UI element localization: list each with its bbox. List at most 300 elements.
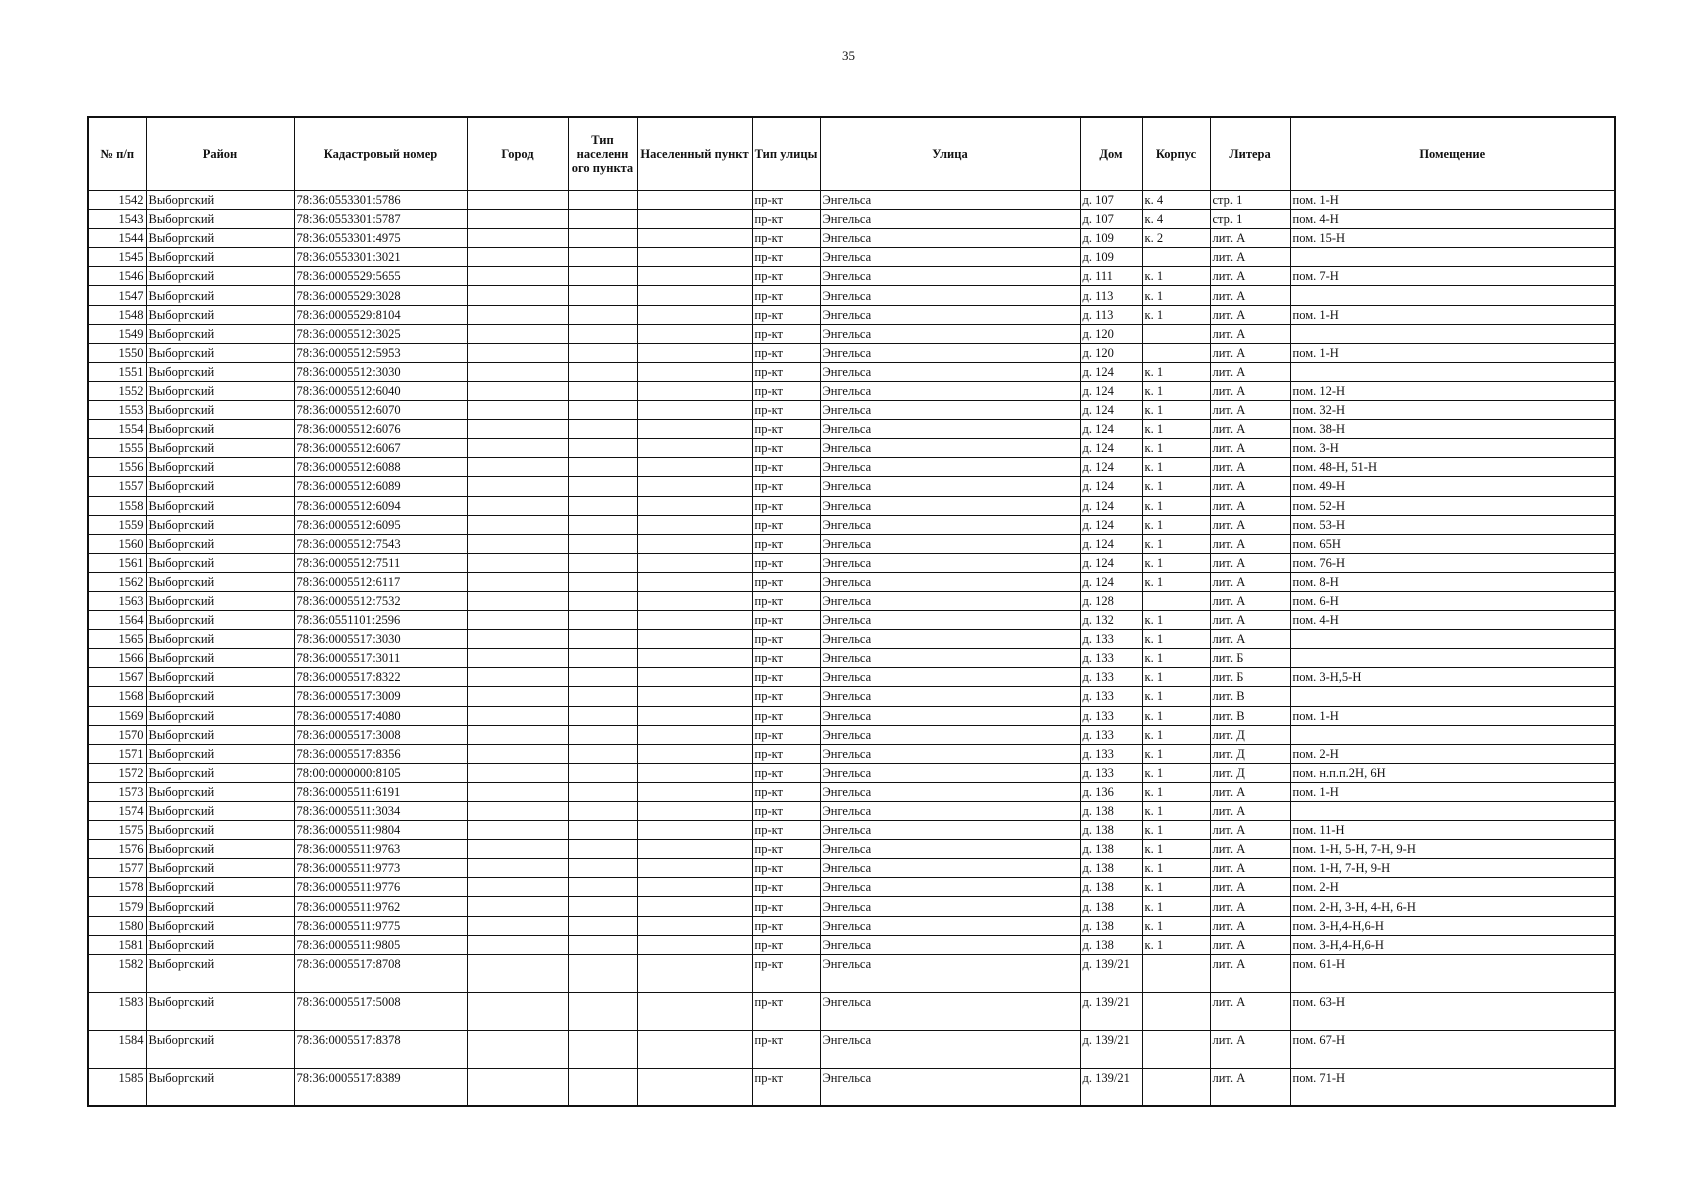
cell-letter: лит. А (1210, 381, 1290, 400)
registry-table (87, 116, 1616, 1107)
cell-street-type: пр-кт (752, 802, 820, 821)
cell-cadastral-number: 78:36:0005517:8389 (294, 1068, 467, 1106)
cell-premises: пом. 4-Н (1290, 210, 1615, 229)
cell-street: Энгельса (820, 630, 1080, 649)
cell-premises: пом. 3-Н,5-Н (1290, 668, 1615, 687)
cell-settlement (637, 229, 752, 248)
cell-building: к. 1 (1142, 916, 1210, 935)
cell-premises: пом. 1-Н (1290, 782, 1615, 801)
cell-street: Энгельса (820, 1068, 1080, 1106)
cell-house: д. 124 (1080, 362, 1142, 381)
cell-number: 1550 (88, 343, 146, 362)
cell-street: Энгельса (820, 802, 1080, 821)
column-header-settlement-type: Тип населенн ого пункта (568, 117, 637, 191)
cell-settlement-type (568, 439, 637, 458)
cell-settlement-type (568, 821, 637, 840)
cell-settlement-type (568, 572, 637, 591)
cell-cadastral-number: 78:36:0005512:7511 (294, 553, 467, 572)
cell-settlement (637, 324, 752, 343)
cell-building: к. 1 (1142, 553, 1210, 572)
cell-cadastral-number: 78:36:0005517:3008 (294, 725, 467, 744)
cell-district: Выборгский (146, 706, 294, 725)
cell-city (467, 362, 568, 381)
cell-settlement-type (568, 553, 637, 572)
cell-city (467, 458, 568, 477)
cell-letter: лит. А (1210, 305, 1290, 324)
cell-settlement (637, 420, 752, 439)
cell-settlement-type (568, 630, 637, 649)
cell-letter: лит. А (1210, 630, 1290, 649)
cell-settlement (637, 305, 752, 324)
cell-city (467, 954, 568, 992)
cell-street: Энгельса (820, 668, 1080, 687)
cell-settlement (637, 210, 752, 229)
cell-house: д. 124 (1080, 496, 1142, 515)
cell-city (467, 534, 568, 553)
table-row (88, 477, 1615, 496)
cell-street: Энгельса (820, 744, 1080, 763)
cell-city (467, 992, 568, 1030)
cell-settlement (637, 267, 752, 286)
cell-house: д. 128 (1080, 591, 1142, 610)
cell-house: д. 138 (1080, 859, 1142, 878)
cell-city (467, 591, 568, 610)
cell-cadastral-number: 78:36:0005512:6117 (294, 572, 467, 591)
cell-settlement-type (568, 191, 637, 210)
cell-district: Выборгский (146, 267, 294, 286)
cell-house: д. 133 (1080, 630, 1142, 649)
cell-district: Выборгский (146, 515, 294, 534)
cell-number: 1581 (88, 935, 146, 954)
table-row (88, 840, 1615, 859)
cell-settlement (637, 802, 752, 821)
cell-house: д. 124 (1080, 401, 1142, 420)
cell-street: Энгельса (820, 782, 1080, 801)
cell-settlement-type (568, 763, 637, 782)
cell-letter: лит. А (1210, 553, 1290, 572)
cell-cadastral-number: 78:36:0005512:6089 (294, 477, 467, 496)
cell-street: Энгельса (820, 381, 1080, 400)
cell-district: Выборгский (146, 1068, 294, 1106)
cell-city (467, 496, 568, 515)
cell-settlement (637, 782, 752, 801)
cell-city (467, 248, 568, 267)
cell-district: Выборгский (146, 802, 294, 821)
cell-letter: лит. А (1210, 954, 1290, 992)
cell-building: к. 1 (1142, 649, 1210, 668)
cell-city (467, 210, 568, 229)
cell-settlement-type (568, 725, 637, 744)
cell-letter: лит. А (1210, 1030, 1290, 1068)
cell-settlement (637, 439, 752, 458)
cell-street-type: пр-кт (752, 725, 820, 744)
cell-house: д. 107 (1080, 191, 1142, 210)
cell-house: д. 133 (1080, 687, 1142, 706)
cell-number: 1563 (88, 591, 146, 610)
cell-letter: лит. Д (1210, 725, 1290, 744)
cell-street-type: пр-кт (752, 706, 820, 725)
cell-street: Энгельса (820, 878, 1080, 897)
cell-number: 1567 (88, 668, 146, 687)
cell-premises: пом. 11-Н (1290, 821, 1615, 840)
cell-letter: лит. А (1210, 821, 1290, 840)
cell-house: д. 120 (1080, 343, 1142, 362)
cell-street: Энгельса (820, 992, 1080, 1030)
cell-cadastral-number: 78:36:0005517:8708 (294, 954, 467, 992)
table-row (88, 763, 1615, 782)
cell-district: Выборгский (146, 763, 294, 782)
cell-city (467, 916, 568, 935)
cell-cadastral-number: 78:36:0005511:9762 (294, 897, 467, 916)
cell-city (467, 649, 568, 668)
cell-cadastral-number: 78:36:0005529:5655 (294, 267, 467, 286)
cell-number: 1579 (88, 897, 146, 916)
cell-city (467, 668, 568, 687)
cell-city (467, 687, 568, 706)
table-row (88, 630, 1615, 649)
cell-house: д. 124 (1080, 381, 1142, 400)
cell-house: д. 124 (1080, 420, 1142, 439)
cell-building: к. 1 (1142, 763, 1210, 782)
table-row (88, 324, 1615, 343)
table-row (88, 496, 1615, 515)
cell-street-type: пр-кт (752, 591, 820, 610)
cell-city (467, 611, 568, 630)
cell-district: Выборгский (146, 725, 294, 744)
cell-cadastral-number: 78:36:0005512:3025 (294, 324, 467, 343)
cell-settlement-type (568, 744, 637, 763)
cell-number: 1545 (88, 248, 146, 267)
cell-number: 1562 (88, 572, 146, 591)
cell-premises: пом. 1-Н, 5-Н, 7-Н, 9-Н (1290, 840, 1615, 859)
cell-street: Энгельса (820, 210, 1080, 229)
cell-number: 1584 (88, 1030, 146, 1068)
table-row (88, 515, 1615, 534)
cell-settlement-type (568, 782, 637, 801)
cell-premises: пом. 1-Н (1290, 305, 1615, 324)
cell-street-type: пр-кт (752, 897, 820, 916)
cell-building: к. 1 (1142, 401, 1210, 420)
cell-number: 1585 (88, 1068, 146, 1106)
table-row (88, 591, 1615, 610)
cell-district: Выборгский (146, 687, 294, 706)
cell-cadastral-number: 78:36:0005511:6191 (294, 782, 467, 801)
cell-premises: пом. 1-Н (1290, 343, 1615, 362)
cell-house: д. 133 (1080, 725, 1142, 744)
cell-street-type: пр-кт (752, 477, 820, 496)
cell-letter: лит. А (1210, 611, 1290, 630)
cell-premises: пом. 49-Н (1290, 477, 1615, 496)
cell-settlement-type (568, 1030, 637, 1068)
cell-letter: лит. А (1210, 572, 1290, 591)
cell-settlement-type (568, 362, 637, 381)
cell-house: д. 138 (1080, 935, 1142, 954)
cell-house: д. 124 (1080, 477, 1142, 496)
cell-cadastral-number: 78:36:0551101:2596 (294, 611, 467, 630)
table-row (88, 381, 1615, 400)
cell-premises: пом. 1-Н (1290, 191, 1615, 210)
cell-street-type: пр-кт (752, 229, 820, 248)
cell-letter: лит. А (1210, 286, 1290, 305)
cell-settlement (637, 515, 752, 534)
cell-street: Энгельса (820, 840, 1080, 859)
cell-premises: пом. 1-Н (1290, 706, 1615, 725)
table-row (88, 439, 1615, 458)
cell-premises: пом. 32-Н (1290, 401, 1615, 420)
cell-street-type: пр-кт (752, 248, 820, 267)
cell-street: Энгельса (820, 649, 1080, 668)
cell-premises: пом. 67-Н (1290, 1030, 1615, 1068)
cell-building: к. 4 (1142, 191, 1210, 210)
cell-settlement (637, 591, 752, 610)
cell-house: д. 138 (1080, 916, 1142, 935)
table-row (88, 210, 1615, 229)
table-row (88, 286, 1615, 305)
cell-district: Выборгский (146, 248, 294, 267)
cell-number: 1583 (88, 992, 146, 1030)
cell-district: Выборгский (146, 859, 294, 878)
cell-number: 1577 (88, 859, 146, 878)
cell-building: к. 1 (1142, 496, 1210, 515)
cell-street: Энгельса (820, 420, 1080, 439)
cell-building: к. 1 (1142, 706, 1210, 725)
cell-district: Выборгский (146, 381, 294, 400)
cell-building: к. 1 (1142, 725, 1210, 744)
cell-district: Выборгский (146, 591, 294, 610)
cell-street-type: пр-кт (752, 191, 820, 210)
cell-street: Энгельса (820, 343, 1080, 362)
column-header-street-type: Тип улицы (752, 117, 820, 191)
cell-settlement (637, 992, 752, 1030)
cell-street-type: пр-кт (752, 420, 820, 439)
cell-building: к. 1 (1142, 687, 1210, 706)
cell-settlement-type (568, 954, 637, 992)
cell-number: 1575 (88, 821, 146, 840)
cell-premises: пом. 15-Н (1290, 229, 1615, 248)
cell-number: 1549 (88, 324, 146, 343)
cell-district: Выборгский (146, 477, 294, 496)
cell-street-type: пр-кт (752, 439, 820, 458)
cell-settlement-type (568, 381, 637, 400)
table-row (88, 706, 1615, 725)
table-row (88, 687, 1615, 706)
cell-house: д. 133 (1080, 706, 1142, 725)
cell-house: д. 133 (1080, 744, 1142, 763)
table-row (88, 782, 1615, 801)
cell-letter: лит. А (1210, 1068, 1290, 1106)
cell-cadastral-number: 78:36:0005512:5953 (294, 343, 467, 362)
cell-number: 1574 (88, 802, 146, 821)
cell-settlement-type (568, 591, 637, 610)
cell-letter: лит. А (1210, 591, 1290, 610)
cell-settlement (637, 725, 752, 744)
cell-cadastral-number: 78:36:0005512:7532 (294, 591, 467, 610)
table-row (88, 305, 1615, 324)
cell-street-type: пр-кт (752, 744, 820, 763)
cell-city (467, 725, 568, 744)
cell-house: д. 138 (1080, 802, 1142, 821)
cell-number: 1558 (88, 496, 146, 515)
cell-premises (1290, 286, 1615, 305)
cell-settlement-type (568, 897, 637, 916)
cell-settlement-type (568, 802, 637, 821)
cell-settlement (637, 496, 752, 515)
cell-city (467, 782, 568, 801)
cell-settlement (637, 840, 752, 859)
cell-district: Выборгский (146, 191, 294, 210)
cell-settlement-type (568, 477, 637, 496)
cell-house: д. 109 (1080, 248, 1142, 267)
cell-building (1142, 591, 1210, 610)
cell-settlement (637, 477, 752, 496)
cell-settlement (637, 916, 752, 935)
cell-premises: пом. 48-Н, 51-Н (1290, 458, 1615, 477)
cell-district: Выборгский (146, 343, 294, 362)
cell-premises: пом. 8-Н (1290, 572, 1615, 591)
cell-district: Выборгский (146, 439, 294, 458)
cell-premises: пом. 6-Н (1290, 591, 1615, 610)
cell-street-type: пр-кт (752, 954, 820, 992)
cell-cadastral-number: 78:36:0005529:8104 (294, 305, 467, 324)
cell-building (1142, 1030, 1210, 1068)
table-row (88, 229, 1615, 248)
cell-cadastral-number: 78:36:0005517:3011 (294, 649, 467, 668)
cell-letter: стр. 1 (1210, 191, 1290, 210)
cell-street: Энгельса (820, 553, 1080, 572)
cell-city (467, 229, 568, 248)
cell-premises (1290, 324, 1615, 343)
cell-street: Энгельса (820, 935, 1080, 954)
cell-district: Выборгский (146, 992, 294, 1030)
cell-settlement (637, 1030, 752, 1068)
cell-premises: пом. 2-Н, 3-Н, 4-Н, 6-Н (1290, 897, 1615, 916)
cell-cadastral-number: 78:36:0553301:5787 (294, 210, 467, 229)
cell-settlement-type (568, 916, 637, 935)
cell-settlement (637, 706, 752, 725)
cell-cadastral-number: 78:36:0553301:3021 (294, 248, 467, 267)
cell-letter: лит. А (1210, 458, 1290, 477)
cell-building (1142, 954, 1210, 992)
cell-house: д. 138 (1080, 897, 1142, 916)
cell-building: к. 1 (1142, 802, 1210, 821)
cell-street: Энгельса (820, 534, 1080, 553)
cell-letter: лит. А (1210, 439, 1290, 458)
cell-street: Энгельса (820, 706, 1080, 725)
cell-settlement (637, 362, 752, 381)
cell-cadastral-number: 78:36:0005511:9804 (294, 821, 467, 840)
cell-house: д. 124 (1080, 458, 1142, 477)
cell-settlement (637, 954, 752, 992)
table-row (88, 859, 1615, 878)
cell-number: 1542 (88, 191, 146, 210)
cell-premises: пом. 7-Н (1290, 267, 1615, 286)
cell-house: д. 124 (1080, 572, 1142, 591)
cell-building: к. 1 (1142, 630, 1210, 649)
cell-settlement-type (568, 935, 637, 954)
cell-district: Выборгский (146, 668, 294, 687)
cell-street: Энгельса (820, 763, 1080, 782)
cell-premises: пом. 3-Н,4-Н,6-Н (1290, 935, 1615, 954)
cell-street: Энгельса (820, 305, 1080, 324)
cell-number: 1557 (88, 477, 146, 496)
cell-number: 1566 (88, 649, 146, 668)
cell-street-type: пр-кт (752, 763, 820, 782)
cell-house: д. 132 (1080, 611, 1142, 630)
cell-letter: лит. А (1210, 362, 1290, 381)
cell-street-type: пр-кт (752, 534, 820, 553)
cell-settlement-type (568, 458, 637, 477)
table-row (88, 668, 1615, 687)
cell-city (467, 477, 568, 496)
cell-street-type: пр-кт (752, 821, 820, 840)
cell-city (467, 744, 568, 763)
cell-street: Энгельса (820, 439, 1080, 458)
cell-cadastral-number: 78:36:0005512:3030 (294, 362, 467, 381)
cell-number: 1543 (88, 210, 146, 229)
cell-street-type: пр-кт (752, 210, 820, 229)
cell-premises: пом. 61-Н (1290, 954, 1615, 992)
cell-city (467, 343, 568, 362)
cell-cadastral-number: 78:36:0005511:9805 (294, 935, 467, 954)
cell-number: 1571 (88, 744, 146, 763)
cell-street-type: пр-кт (752, 305, 820, 324)
cell-street: Энгельса (820, 916, 1080, 935)
cell-district: Выборгский (146, 935, 294, 954)
cell-street: Энгельса (820, 362, 1080, 381)
cell-settlement-type (568, 305, 637, 324)
cell-settlement (637, 935, 752, 954)
cell-cadastral-number: 78:36:0005512:6076 (294, 420, 467, 439)
cell-settlement-type (568, 668, 637, 687)
cell-letter: лит. А (1210, 248, 1290, 267)
cell-city (467, 1068, 568, 1106)
cell-letter: лит. Д (1210, 744, 1290, 763)
cell-building: к. 1 (1142, 859, 1210, 878)
cell-cadastral-number: 78:36:0005512:6070 (294, 401, 467, 420)
cell-house: д. 124 (1080, 515, 1142, 534)
cell-building (1142, 248, 1210, 267)
cell-settlement (637, 668, 752, 687)
cell-settlement-type (568, 534, 637, 553)
column-header-cadastral-number: Кадастровый номер (294, 117, 467, 191)
cell-street: Энгельса (820, 687, 1080, 706)
cell-building: к. 1 (1142, 782, 1210, 801)
cell-street-type: пр-кт (752, 840, 820, 859)
table-body (88, 191, 1615, 1107)
cell-street-type: пр-кт (752, 611, 820, 630)
cell-city (467, 191, 568, 210)
cell-street-type: пр-кт (752, 649, 820, 668)
cell-settlement (637, 248, 752, 267)
cell-number: 1547 (88, 286, 146, 305)
cell-settlement-type (568, 515, 637, 534)
cell-premises: пом. 53-Н (1290, 515, 1615, 534)
table-row (88, 534, 1615, 553)
cell-settlement-type (568, 687, 637, 706)
cell-settlement-type (568, 420, 637, 439)
cell-city (467, 878, 568, 897)
cell-settlement (637, 821, 752, 840)
table-row (88, 267, 1615, 286)
cell-district: Выборгский (146, 553, 294, 572)
cell-street-type: пр-кт (752, 1068, 820, 1106)
cell-settlement (637, 343, 752, 362)
cell-cadastral-number: 78:36:0005512:6067 (294, 439, 467, 458)
cell-street-type: пр-кт (752, 324, 820, 343)
cell-settlement (637, 1068, 752, 1106)
cell-house: д. 111 (1080, 267, 1142, 286)
cell-settlement-type (568, 267, 637, 286)
